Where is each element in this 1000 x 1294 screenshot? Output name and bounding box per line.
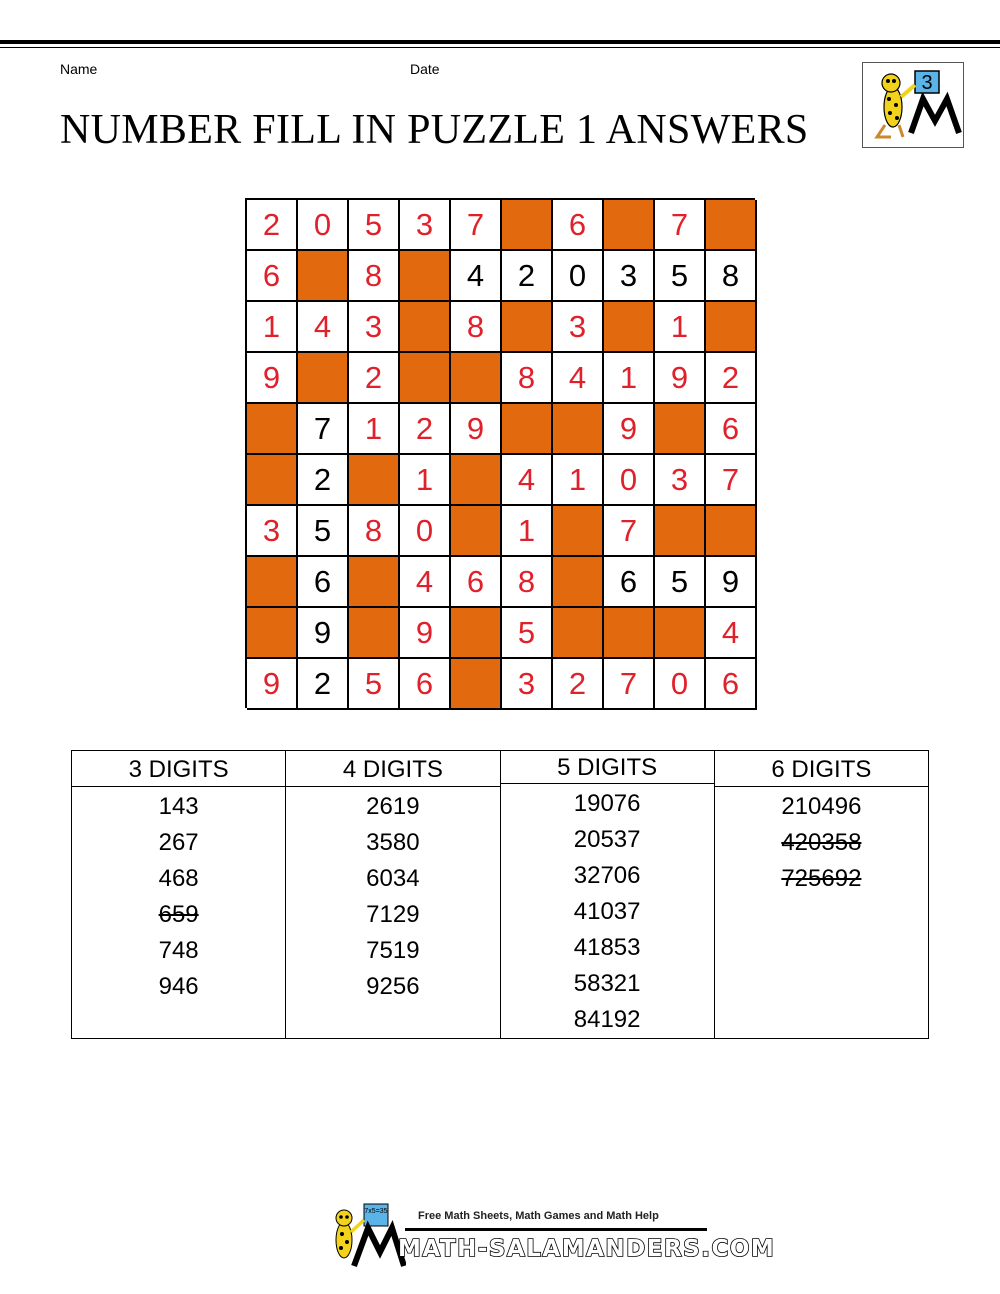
number-list-heading: 6 DIGITS [715, 751, 928, 787]
grid-answer-digit: 4 [553, 353, 604, 404]
grid-answer-digit: 4 [706, 608, 757, 659]
grid-answer-digit: 9 [655, 353, 706, 404]
number-list-item: 41037 [573, 898, 641, 925]
grid-block-cell [247, 608, 298, 659]
number-list-table [71, 750, 929, 1039]
footer-site-link[interactable]: MATH-SALAMANDERS.COM [398, 1236, 776, 1262]
number-list-item: 32706 [573, 862, 641, 889]
grid-answer-digit: 1 [655, 302, 706, 353]
grid-given-digit: 5 [298, 506, 349, 557]
grid-block-cell [349, 608, 400, 659]
grid-answer-digit: 8 [451, 302, 502, 353]
grid-answer-digit: 1 [553, 455, 604, 506]
grid-answer-digit: 1 [502, 506, 553, 557]
grid-given-digit: 2 [502, 251, 553, 302]
footer-rule [405, 1228, 707, 1231]
number-list-column [501, 751, 715, 1038]
grid-answer-digit: 5 [502, 608, 553, 659]
number-list-column [286, 751, 500, 1038]
grid-block-cell [502, 302, 553, 353]
grid-block-cell [451, 353, 502, 404]
grid-answer-digit: 3 [655, 455, 706, 506]
grid-answer-digit: 7 [604, 659, 655, 710]
grid-answer-digit: 6 [706, 659, 757, 710]
top-rule-thin [0, 47, 1000, 48]
number-list-item-crossed: 659 [158, 901, 199, 928]
grid-block-cell [706, 200, 757, 251]
footer-salamander-icon [326, 1200, 406, 1272]
grade-logo [862, 62, 964, 148]
grid-answer-digit: 5 [349, 200, 400, 251]
grid-block-cell [298, 353, 349, 404]
footer-badge-text: 7x5=35 [364, 1208, 388, 1215]
grid-answer-digit: 2 [553, 659, 604, 710]
grid-block-cell [349, 455, 400, 506]
name-label: Name [60, 61, 98, 77]
grid-block-cell [247, 455, 298, 506]
grid-answer-digit: 8 [349, 251, 400, 302]
grid-block-cell [298, 251, 349, 302]
grid-answer-digit: 2 [349, 353, 400, 404]
grid-block-cell [706, 506, 757, 557]
grid-given-digit: 5 [655, 251, 706, 302]
page-title: NUMBER FILL IN PUZZLE 1 ANSWERS [60, 107, 809, 153]
grid-answer-digit: 6 [706, 404, 757, 455]
number-list-item: 9256 [366, 973, 420, 1000]
grid-given-digit: 0 [553, 251, 604, 302]
top-rule-thick [0, 40, 1000, 44]
grade-badge-text: 3 [921, 72, 933, 94]
grid-given-digit: 9 [298, 608, 349, 659]
grid-answer-digit: 0 [604, 455, 655, 506]
number-fill-grid [245, 198, 755, 708]
grid-answer-digit: 7 [655, 200, 706, 251]
grid-answer-digit: 9 [400, 608, 451, 659]
grid-block-cell [553, 404, 604, 455]
grid-block-cell [502, 200, 553, 251]
grid-answer-digit: 9 [604, 404, 655, 455]
number-list-item: 468 [158, 865, 199, 892]
grid-answer-digit: 6 [451, 557, 502, 608]
number-list-item: 748 [158, 937, 199, 964]
grid-answer-digit: 0 [298, 200, 349, 251]
grid-block-cell [451, 608, 502, 659]
grid-block-cell [655, 608, 706, 659]
grid-answer-digit: 6 [553, 200, 604, 251]
number-list-item: 20537 [573, 826, 641, 853]
number-list-item-crossed: 420358 [781, 829, 862, 856]
number-list-item: 84192 [573, 1006, 641, 1033]
grid-answer-digit: 2 [706, 353, 757, 404]
number-list-item: 267 [158, 829, 199, 856]
number-list-item: 58321 [573, 970, 641, 997]
grid-answer-digit: 0 [655, 659, 706, 710]
grid-given-digit: 3 [604, 251, 655, 302]
grid-answer-digit: 3 [247, 506, 298, 557]
grid-answer-digit: 5 [349, 659, 400, 710]
grid-answer-digit: 1 [247, 302, 298, 353]
grid-given-digit: 7 [298, 404, 349, 455]
number-list-item: 41853 [573, 934, 641, 961]
grid-answer-digit: 2 [247, 200, 298, 251]
number-list-item: 2619 [366, 793, 420, 820]
grid-answer-digit: 3 [502, 659, 553, 710]
number-list-column [715, 751, 928, 1038]
grid-block-cell [451, 659, 502, 710]
grid-given-digit: 5 [655, 557, 706, 608]
grid-answer-digit: 7 [706, 455, 757, 506]
grid-block-cell [247, 557, 298, 608]
grid-given-digit: 4 [451, 251, 502, 302]
grid-answer-digit: 2 [400, 404, 451, 455]
grid-block-cell [655, 404, 706, 455]
grid-block-cell [502, 404, 553, 455]
number-list-item: 6034 [366, 865, 420, 892]
grid-answer-digit: 8 [349, 506, 400, 557]
number-list-item: 143 [158, 793, 199, 820]
grid-answer-digit: 4 [298, 302, 349, 353]
grid-block-cell [400, 251, 451, 302]
grid-answer-digit: 3 [400, 200, 451, 251]
grid-block-cell [604, 200, 655, 251]
number-list-item: 946 [158, 973, 199, 1000]
grid-block-cell [451, 506, 502, 557]
grid-block-cell [604, 302, 655, 353]
grid-answer-digit: 8 [502, 557, 553, 608]
grid-answer-digit: 1 [604, 353, 655, 404]
grid-block-cell [400, 353, 451, 404]
grid-answer-digit: 7 [451, 200, 502, 251]
grid-answer-digit: 4 [502, 455, 553, 506]
grid-block-cell [655, 506, 706, 557]
salamander-logo-icon [863, 63, 963, 147]
footer-tagline: Free Math Sheets, Math Games and Math Help [418, 1210, 659, 1222]
grid-block-cell [604, 608, 655, 659]
number-list-item: 7129 [366, 901, 420, 928]
number-list-heading: 3 DIGITS [72, 751, 285, 787]
grid-answer-digit: 8 [502, 353, 553, 404]
grid-answer-digit: 0 [400, 506, 451, 557]
grid-answer-digit: 3 [349, 302, 400, 353]
grid-answer-digit: 6 [400, 659, 451, 710]
number-list-heading: 5 DIGITS [501, 751, 714, 784]
number-list-heading: 4 DIGITS [286, 751, 499, 787]
grid-given-digit: 2 [298, 659, 349, 710]
grid-answer-digit: 1 [400, 455, 451, 506]
grid-block-cell [553, 557, 604, 608]
grid-block-cell [349, 557, 400, 608]
grid-block-cell [706, 302, 757, 353]
grid-block-cell [553, 608, 604, 659]
grid-given-digit: 9 [706, 557, 757, 608]
grid-given-digit: 6 [298, 557, 349, 608]
number-list-item-crossed: 725692 [781, 865, 862, 892]
date-label: Date [410, 61, 440, 77]
grid-given-digit: 2 [298, 455, 349, 506]
grid-block-cell [247, 404, 298, 455]
grid-answer-digit: 7 [604, 506, 655, 557]
grid-block-cell [400, 302, 451, 353]
grid-answer-digit: 6 [247, 251, 298, 302]
grid-answer-digit: 9 [247, 353, 298, 404]
grid-answer-digit: 1 [349, 404, 400, 455]
grid-block-cell [553, 506, 604, 557]
number-list-item: 210496 [781, 793, 862, 820]
grid-answer-digit: 3 [553, 302, 604, 353]
grid-answer-digit: 9 [247, 659, 298, 710]
number-list-item: 3580 [366, 829, 420, 856]
footer-logo [326, 1200, 406, 1277]
grid-given-digit: 8 [706, 251, 757, 302]
grid-answer-digit: 9 [451, 404, 502, 455]
number-list-item: 19076 [573, 790, 641, 817]
grid-block-cell [451, 455, 502, 506]
number-list-column [72, 751, 286, 1038]
number-list-item: 7519 [366, 937, 420, 964]
grid-answer-digit: 4 [400, 557, 451, 608]
grid-given-digit: 6 [604, 557, 655, 608]
